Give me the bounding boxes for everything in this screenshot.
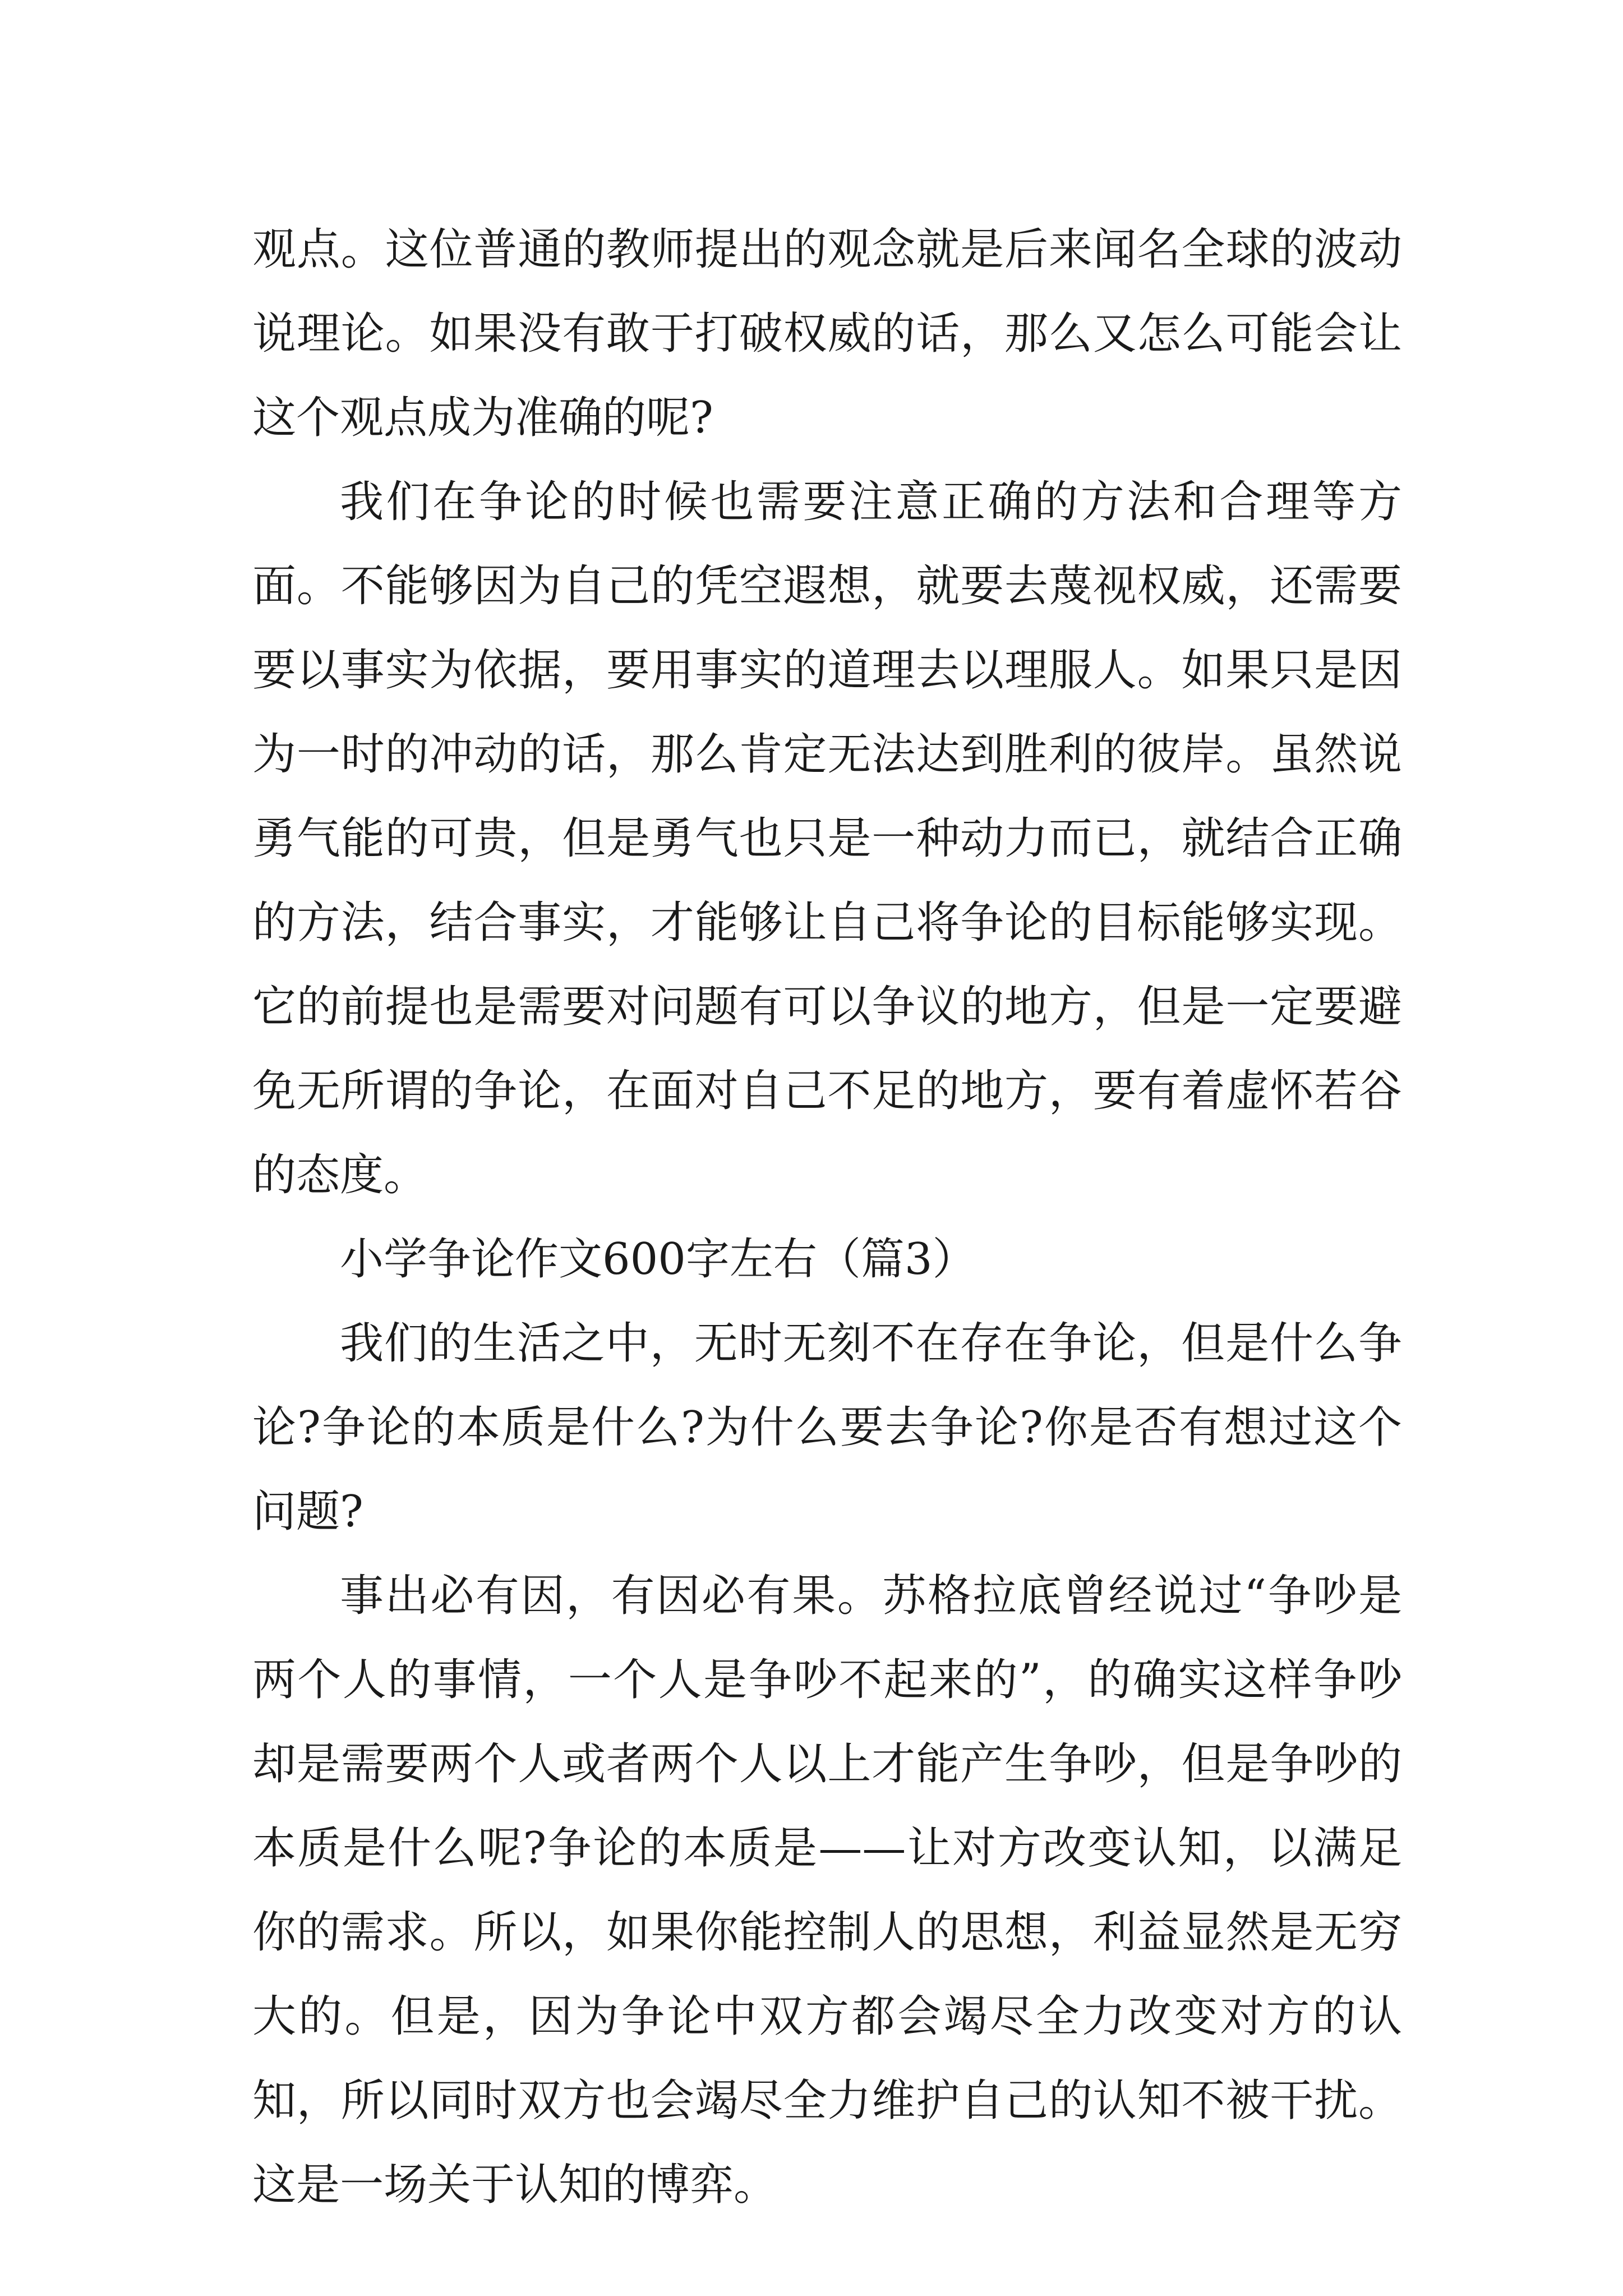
paragraph: 我们的生活之中，无时无刻不在存在争论，但是什么争论?争论的本质是什么?为什么要去争论?你是否有想过这个问题?	[252, 1318, 1402, 1537]
section-heading: 小学争论作文600字左右（篇3）	[340, 1234, 976, 1285]
paragraph: 事出必有因，有因必有果。苏格拉底曾经说过“争吵是两个人的事情，一个人是争吵不起来的”，的确实这样争吵却是需要两个人或者两个人以上才能产生争吵，但是争吵的本质是什么呢?争论的本质是——让对方改变认知，以满足你的需求。所以，如果你能控制人的思想，利益显然是无穷大的。但是，因为争论中双方都会竭尽全力改变对方的认知，所以同时双方也会竭尽全力维护自己的认知不被干扰。这是一场关于认知的博弈。	[252, 1571, 1402, 2210]
document-page	[252, 208, 1402, 2227]
paragraph: 我们在争论的时候也需要注意正确的方法和合理等方面。不能够因为自己的凭空遐想，就要去蔑视权威，还需要要以事实为依据，要用事实的道理去以理服人。如果只是因为一时的冲动的话，那么肯定无法达到胜利的彼岸。虽然说勇气能的可贵，但是勇气也只是一种动力而已，就结合正确的方法，结合事实，才能够让自己将争论的目标能够实现。它的前提也是需要对问题有可以争议的地方，但是一定要避免无所谓的争论，在面对自己不足的地方，要有着虚怀若谷的态度。	[252, 477, 1402, 1200]
paragraph: 观点。这位普通的教师提出的观念就是后来闻名全球的波动说理论。如果没有敢于打破权威的话，那么又怎么可能会让这个观点成为准确的呢?	[252, 224, 1402, 443]
